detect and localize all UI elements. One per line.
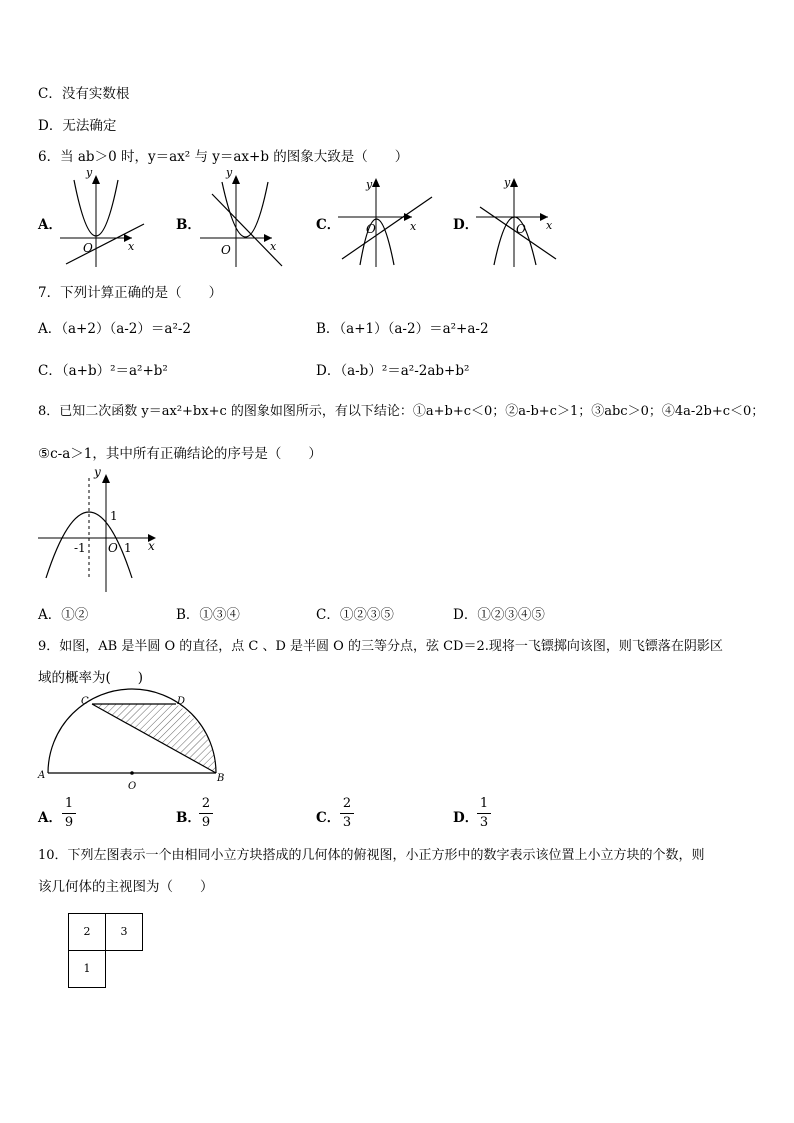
q6-label-d: D． — [453, 217, 479, 233]
q9-label-a: A． — [38, 810, 62, 826]
q6b-x-label: x — [270, 240, 277, 253]
q9-option-a-num: 1 — [64, 796, 74, 811]
q5-option-c: C．没有实数根 — [38, 86, 130, 102]
q9-stem-line1: 9．如图，AB 是半圆 O 的直径，点 C 、D 是半圆 O 的三等分点，弦 CD＝2.现将一飞镖掷向该图，则飞镖落在阴影区 — [38, 639, 723, 654]
q7-option-d: D．（a-b）²＝a²-2ab+b² — [316, 363, 470, 379]
q9-option-c-num: 2 — [342, 796, 352, 811]
q6a-origin: O — [83, 241, 93, 255]
q6a-x-label: x — [128, 240, 135, 253]
q9-option-b-num: 2 — [201, 796, 211, 811]
q9-option-c-den: 3 — [342, 815, 352, 830]
q7-option-c: C．（a+b）²＝a²+b² — [38, 363, 168, 379]
q6-label-c: C． — [316, 217, 341, 233]
q10-cell: 3 — [105, 913, 143, 951]
q6c-origin: O — [366, 222, 376, 236]
q8-parabola-graph — [38, 465, 168, 595]
q9-label-b: B． — [176, 810, 201, 826]
q7-stem: 7．下列计算正确的是（ ） — [38, 285, 223, 301]
q6a-y-label: y — [86, 166, 93, 179]
q8-stem-line2: ⑤c-a＞1，其中所有正确结论的序号是（ ） — [38, 446, 322, 462]
q6-graph-d — [476, 175, 566, 267]
q9-point-o: O — [128, 781, 137, 792]
q8-stem-line1: 8．已知二次函数 y＝ax²+bx+c 的图象如图所示，有以下结论：①a+b+c＜0；②a-b+c＞1；③abc＞0；④4a-2b+c＜0； — [38, 404, 765, 419]
q8-tick-1: 1 — [124, 541, 132, 555]
q8-option-b: B．①③④ — [176, 607, 240, 623]
q9-option-c-fraction — [340, 796, 354, 831]
q10-top-view-grid — [68, 913, 143, 987]
q6-graph-c — [338, 175, 438, 267]
q8-y-label: y — [94, 465, 101, 479]
q9-point-c: C — [81, 696, 89, 707]
q6c-y-label: y — [366, 178, 373, 191]
q8-option-a: A．①② — [38, 607, 89, 623]
q9-point-b: B — [217, 773, 225, 784]
q8-origin: O — [108, 541, 118, 555]
q7-option-a: A．（a+2）（a-2）＝a²-2 — [38, 321, 192, 337]
q6d-y-label: y — [504, 176, 511, 189]
q7-option-b: B．（a+1）（a-2）＝a²+a-2 — [316, 321, 489, 337]
q6d-x-label: x — [546, 219, 553, 232]
q9-semicircle-figure — [38, 690, 228, 795]
q5-option-d: D．无法确定 — [38, 118, 117, 134]
q6-label-b: B． — [176, 217, 201, 233]
q6d-origin: O — [516, 222, 526, 236]
q9-option-d-fraction — [477, 796, 491, 831]
q6b-y-label: y — [226, 166, 233, 179]
q8-tick-neg1: -1 — [74, 541, 86, 555]
q9-point-d: D — [177, 696, 186, 707]
q8-option-c: C．①②③⑤ — [316, 607, 394, 623]
q9-option-b-den: 9 — [201, 815, 211, 830]
q10-cell: 2 — [68, 913, 106, 951]
q10-stem-line2: 该几何体的主视图为（ ） — [38, 879, 214, 895]
q9-point-a: A — [38, 770, 46, 781]
q6-label-a: A． — [38, 217, 62, 233]
q9-option-a-fraction — [62, 796, 76, 831]
q8-option-d: D．①②③④⑤ — [453, 607, 545, 623]
q10-cell: 1 — [68, 950, 106, 988]
q8-y-tick-1: 1 — [110, 509, 118, 523]
q9-option-d-den: 3 — [479, 815, 489, 830]
q8-x-label: x — [148, 539, 155, 553]
q9-label-d: D． — [453, 810, 479, 826]
q9-option-b-fraction — [199, 796, 213, 831]
q9-option-d-num: 1 — [479, 796, 489, 811]
q6-graph-a — [60, 166, 150, 267]
q6b-origin: O — [221, 243, 231, 257]
q6c-x-label: x — [410, 220, 417, 233]
q9-option-a-den: 9 — [64, 815, 74, 830]
q6-graph-b — [200, 166, 290, 267]
q10-stem-line1: 10．下列左图表示一个由相同小立方块搭成的几何体的俯视图，小正方形中的数字表示该位置上小立方块的个数，则 — [38, 848, 705, 863]
q6-stem: 6．当 ab＞0 时，y＝ax² 与 y＝ax+b 的图象大致是（ ） — [38, 149, 409, 165]
q9-label-c: C． — [316, 810, 341, 826]
q9-stem-line2: 域的概率为( ) — [38, 670, 144, 686]
